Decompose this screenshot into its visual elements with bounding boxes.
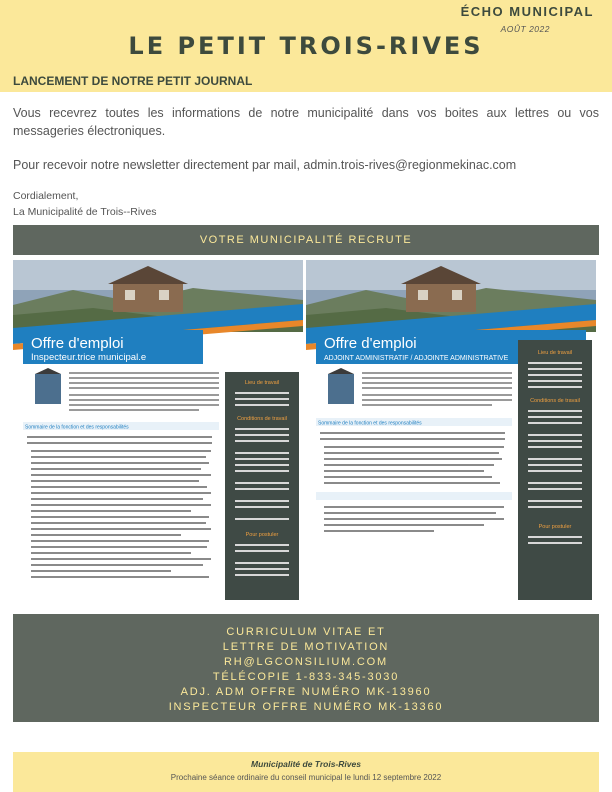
- poster2-sidebar-title2: Conditions de travail: [530, 398, 580, 404]
- poster2-section-label: Sommaire de la fonction et des responsabilités: [318, 420, 422, 427]
- page-footer: [13, 752, 599, 792]
- poster1-section-label: Sommaire de la fonction et des responsabilités: [25, 424, 129, 431]
- article-heading: LANCEMENT DE NOTRE PETIT JOURNAL: [13, 74, 253, 88]
- newsletter-subscribe-paragraph: Pour recevoir notre newsletter directement par mail, admin.trois-rives@regionmekinac.com: [13, 158, 517, 172]
- next-council-meeting: Prochaine séance ordinaire du conseil municipal le lundi 12 septembre 2022: [170, 773, 442, 782]
- poster1-sidebar-title2: Conditions de travail: [237, 416, 287, 422]
- poster2-heading: Offre d'emploi: [324, 335, 417, 352]
- footer-municipality-name: Municipalité de Trois-Rives: [251, 759, 361, 769]
- echo-municipal-label: ÉCHO MUNICIPAL: [460, 4, 594, 19]
- inspector-offer-number: INSPECTEUR OFFRE NUMÉRO MK-13360: [168, 701, 444, 713]
- signature-text: La Municipalité de Trois--Rives: [13, 206, 157, 218]
- poster2-sidebar-title: Lieu de travail: [537, 350, 573, 356]
- application-contact-box: [13, 614, 599, 722]
- job-poster-admin-assistant-image: [306, 260, 596, 600]
- poster2-position: ADJOINT ADMINISTRATIF / ADJOINTE ADMINISTRATIVE: [324, 355, 509, 362]
- cv-line: CURRICULUM VITAE ET: [226, 626, 386, 638]
- recruitment-banner: VOTRE MUNICIPALITÉ RECRUTE: [13, 225, 599, 255]
- job-poster-admin-assistant[interactable]: [306, 260, 596, 600]
- cover-letter-line: LETTRE DE MOTIVATION: [222, 641, 390, 653]
- poster1-heading: Offre d'emploi: [31, 335, 124, 352]
- issue-date: AOÛT 2022: [500, 24, 550, 34]
- hr-email-link[interactable]: RH@LGCONSILIUM.COM: [224, 656, 388, 668]
- closing-text: Cordialement,: [13, 190, 79, 202]
- job-poster-inspector[interactable]: [13, 260, 303, 600]
- poster1-sidebar-title: Lieu de travail: [244, 380, 280, 386]
- newsletter-title: LE PETIT TROIS-RIVES: [128, 32, 484, 60]
- fax-line: TÉLÉCOPIE 1-833-345-3030: [212, 671, 400, 683]
- newsletter-header: [0, 0, 612, 92]
- job-poster-inspector-image: [13, 260, 303, 600]
- poster2-apply-title: Pour postuler: [538, 524, 572, 530]
- intro-paragraph: Vous recevrez toutes les informations de notre municipalité dans vos boites aux lettres ou vos messageries électroniques.: [13, 106, 599, 138]
- poster1-apply-title: Pour postuler: [245, 532, 279, 538]
- admin-offer-number: ADJ. ADM OFFRE NUMÉRO MK-13960: [180, 686, 432, 698]
- poster1-position: Inspecteur.trice municipal.e: [31, 352, 147, 363]
